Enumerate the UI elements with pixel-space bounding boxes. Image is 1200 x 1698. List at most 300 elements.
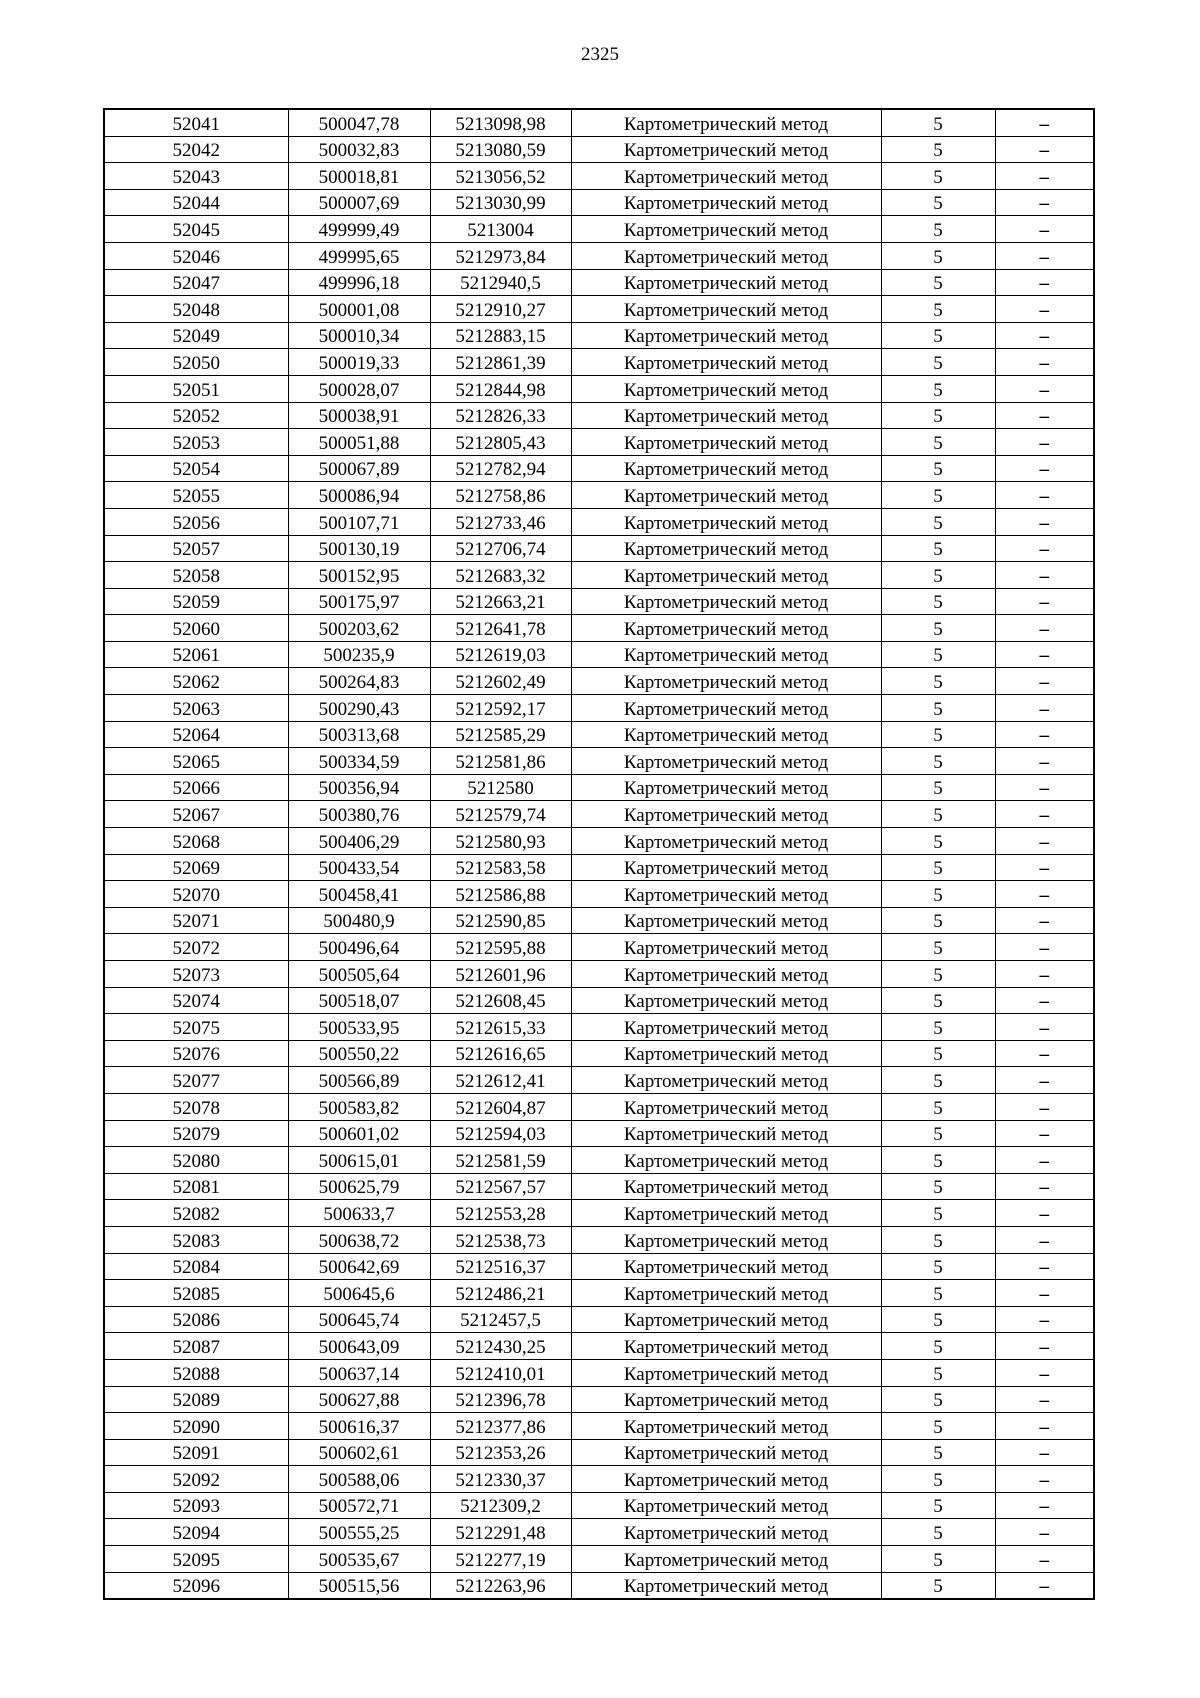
accuracy-cell: 5 [881,828,995,855]
y-coordinate-cell: 5212601,96 [430,961,571,988]
table-row [104,854,1094,881]
accuracy-cell: 5 [881,1519,995,1546]
description-cell: – [995,1173,1094,1200]
description-cell: – [995,1439,1094,1466]
accuracy-cell: 5 [881,455,995,482]
table-row [104,402,1094,429]
y-coordinate-cell: 5213030,99 [430,189,571,216]
description-cell: – [995,1466,1094,1493]
y-coordinate-cell: 5212663,21 [430,588,571,615]
method-cell: Картометрический метод [571,269,881,296]
table-row [104,429,1094,456]
accuracy-cell: 5 [881,1147,995,1174]
point-number-cell: 52074 [104,987,288,1014]
accuracy-cell: 5 [881,163,995,190]
description-cell: – [995,163,1094,190]
accuracy-cell: 5 [881,429,995,456]
accuracy-cell: 5 [881,748,995,775]
x-coordinate-cell: 500515,56 [288,1572,430,1599]
table-row [104,322,1094,349]
table-body [104,109,1094,1599]
method-cell: Картометрический метод [571,1519,881,1546]
x-coordinate-cell: 500458,41 [288,881,430,908]
method-cell: Картометрический метод [571,961,881,988]
description-cell: – [995,1572,1094,1599]
method-cell: Картометрический метод [571,482,881,509]
y-coordinate-cell: 5213098,98 [430,109,571,136]
y-coordinate-cell: 5212583,58 [430,854,571,881]
x-coordinate-cell: 500433,54 [288,854,430,881]
point-number-cell: 52052 [104,402,288,429]
y-coordinate-cell: 5212581,86 [430,748,571,775]
method-cell: Картометрический метод [571,774,881,801]
point-number-cell: 52046 [104,242,288,269]
point-number-cell: 52076 [104,1040,288,1067]
accuracy-cell: 5 [881,774,995,801]
point-number-cell: 52082 [104,1200,288,1227]
y-coordinate-cell: 5212604,87 [430,1093,571,1120]
point-number-cell: 52042 [104,136,288,163]
method-cell: Картометрический метод [571,136,881,163]
accuracy-cell: 5 [881,1014,995,1041]
x-coordinate-cell: 500175,97 [288,588,430,615]
point-number-cell: 52080 [104,1147,288,1174]
accuracy-cell: 5 [881,881,995,908]
table-row [104,1040,1094,1067]
y-coordinate-cell: 5212291,48 [430,1519,571,1546]
x-coordinate-cell: 500001,08 [288,296,430,323]
accuracy-cell: 5 [881,1280,995,1307]
description-cell: – [995,854,1094,881]
point-number-cell: 52084 [104,1253,288,1280]
table-row [104,615,1094,642]
table-row [104,1333,1094,1360]
point-number-cell: 52060 [104,615,288,642]
x-coordinate-cell: 500007,69 [288,189,430,216]
table-row [104,1359,1094,1386]
description-cell: – [995,748,1094,775]
point-number-cell: 52061 [104,641,288,668]
accuracy-cell: 5 [881,1492,995,1519]
method-cell: Картометрический метод [571,1546,881,1573]
table-row [104,1147,1094,1174]
table-row [104,189,1094,216]
description-cell: – [995,774,1094,801]
description-cell: – [995,1200,1094,1227]
x-coordinate-cell: 500533,95 [288,1014,430,1041]
accuracy-cell: 5 [881,562,995,589]
table-row [104,1120,1094,1147]
table-row [104,296,1094,323]
table-row [104,721,1094,748]
method-cell: Картометрический метод [571,508,881,535]
description-cell: – [995,1067,1094,1094]
y-coordinate-cell: 5212758,86 [430,482,571,509]
description-cell: – [995,136,1094,163]
y-coordinate-cell: 5212585,29 [430,721,571,748]
x-coordinate-cell: 500264,83 [288,668,430,695]
x-coordinate-cell: 500380,76 [288,801,430,828]
x-coordinate-cell: 499996,18 [288,269,430,296]
x-coordinate-cell: 500633,7 [288,1200,430,1227]
page-number: 2325 [581,44,619,65]
point-number-cell: 52054 [104,455,288,482]
description-cell: – [995,402,1094,429]
point-number-cell: 52087 [104,1333,288,1360]
method-cell: Картометрический метод [571,854,881,881]
y-coordinate-cell: 5212580,93 [430,828,571,855]
point-number-cell: 52065 [104,748,288,775]
accuracy-cell: 5 [881,296,995,323]
y-coordinate-cell: 5212353,26 [430,1439,571,1466]
point-number-cell: 52071 [104,907,288,934]
accuracy-cell: 5 [881,588,995,615]
table-row [104,1413,1094,1440]
description-cell: – [995,1413,1094,1440]
y-coordinate-cell: 5213004 [430,216,571,243]
accuracy-cell: 5 [881,615,995,642]
table-row [104,961,1094,988]
x-coordinate-cell: 500642,69 [288,1253,430,1280]
y-coordinate-cell: 5212430,25 [430,1333,571,1360]
point-number-cell: 52055 [104,482,288,509]
y-coordinate-cell: 5212595,88 [430,934,571,961]
method-cell: Картометрический метод [571,562,881,589]
accuracy-cell: 5 [881,961,995,988]
point-number-cell: 52077 [104,1067,288,1094]
y-coordinate-cell: 5212396,78 [430,1386,571,1413]
method-cell: Картометрический метод [571,1466,881,1493]
point-number-cell: 52091 [104,1439,288,1466]
x-coordinate-cell: 500555,25 [288,1519,430,1546]
table-row [104,269,1094,296]
description-cell: – [995,322,1094,349]
description-cell: – [995,455,1094,482]
point-number-cell: 52093 [104,1492,288,1519]
point-number-cell: 52056 [104,508,288,535]
accuracy-cell: 5 [881,1439,995,1466]
description-cell: – [995,189,1094,216]
point-number-cell: 52095 [104,1546,288,1573]
accuracy-cell: 5 [881,322,995,349]
x-coordinate-cell: 500480,9 [288,907,430,934]
accuracy-cell: 5 [881,721,995,748]
y-coordinate-cell: 5212782,94 [430,455,571,482]
y-coordinate-cell: 5212309,2 [430,1492,571,1519]
table-row [104,1014,1094,1041]
description-cell: – [995,375,1094,402]
description-cell: – [995,1386,1094,1413]
accuracy-cell: 5 [881,508,995,535]
method-cell: Картометрический метод [571,934,881,961]
point-number-cell: 52086 [104,1306,288,1333]
method-cell: Картометрический метод [571,1120,881,1147]
point-number-cell: 52063 [104,695,288,722]
point-number-cell: 52081 [104,1173,288,1200]
method-cell: Картометрический метод [571,801,881,828]
point-number-cell: 52047 [104,269,288,296]
y-coordinate-cell: 5213056,52 [430,163,571,190]
y-coordinate-cell: 5212516,37 [430,1253,571,1280]
y-coordinate-cell: 5212592,17 [430,695,571,722]
accuracy-cell: 5 [881,1572,995,1599]
point-number-cell: 52089 [104,1386,288,1413]
y-coordinate-cell: 5212883,15 [430,322,571,349]
x-coordinate-cell: 500566,89 [288,1067,430,1094]
table-row [104,1492,1094,1519]
table-row [104,1572,1094,1599]
description-cell: – [995,269,1094,296]
method-cell: Картометрический метод [571,1333,881,1360]
table-row [104,1253,1094,1280]
y-coordinate-cell: 5212844,98 [430,375,571,402]
y-coordinate-cell: 5212615,33 [430,1014,571,1041]
description-cell: – [995,482,1094,509]
method-cell: Картометрический метод [571,641,881,668]
point-number-cell: 52068 [104,828,288,855]
description-cell: – [995,562,1094,589]
x-coordinate-cell: 500290,43 [288,695,430,722]
method-cell: Картометрический метод [571,987,881,1014]
method-cell: Картометрический метод [571,163,881,190]
description-cell: – [995,1040,1094,1067]
x-coordinate-cell: 500550,22 [288,1040,430,1067]
x-coordinate-cell: 500583,82 [288,1093,430,1120]
accuracy-cell: 5 [881,375,995,402]
table-row [104,349,1094,376]
description-cell: – [995,1120,1094,1147]
y-coordinate-cell: 5212581,59 [430,1147,571,1174]
table-row [104,1200,1094,1227]
method-cell: Картометрический метод [571,1280,881,1307]
accuracy-cell: 5 [881,349,995,376]
point-number-cell: 52058 [104,562,288,589]
method-cell: Картометрический метод [571,189,881,216]
x-coordinate-cell: 500018,81 [288,163,430,190]
method-cell: Картометрический метод [571,1147,881,1174]
method-cell: Картометрический метод [571,1492,881,1519]
table-row [104,881,1094,908]
point-number-cell: 52079 [104,1120,288,1147]
description-cell: – [995,588,1094,615]
y-coordinate-cell: 5212277,19 [430,1546,571,1573]
accuracy-cell: 5 [881,1226,995,1253]
y-coordinate-cell: 5212586,88 [430,881,571,908]
method-cell: Картометрический метод [571,615,881,642]
table-row [104,828,1094,855]
accuracy-cell: 5 [881,482,995,509]
accuracy-cell: 5 [881,854,995,881]
table-row [104,242,1094,269]
x-coordinate-cell: 500010,34 [288,322,430,349]
accuracy-cell: 5 [881,934,995,961]
x-coordinate-cell: 499999,49 [288,216,430,243]
y-coordinate-cell: 5212861,39 [430,349,571,376]
y-coordinate-cell: 5213080,59 [430,136,571,163]
method-cell: Картометрический метод [571,1093,881,1120]
y-coordinate-cell: 5212579,74 [430,801,571,828]
method-cell: Картометрический метод [571,375,881,402]
description-cell: – [995,615,1094,642]
table-row [104,1067,1094,1094]
table-row [104,109,1094,136]
table-row [104,641,1094,668]
table-row [104,1386,1094,1413]
description-cell: – [995,828,1094,855]
x-coordinate-cell: 500203,62 [288,615,430,642]
x-coordinate-cell: 500047,78 [288,109,430,136]
accuracy-cell: 5 [881,1306,995,1333]
point-number-cell: 52053 [104,429,288,456]
method-cell: Картометрический метод [571,349,881,376]
accuracy-cell: 5 [881,1333,995,1360]
x-coordinate-cell: 500235,9 [288,641,430,668]
point-number-cell: 52041 [104,109,288,136]
description-cell: – [995,1359,1094,1386]
x-coordinate-cell: 500645,6 [288,1280,430,1307]
description-cell: – [995,429,1094,456]
point-number-cell: 52044 [104,189,288,216]
table-row [104,934,1094,961]
coordinates-table [103,108,1095,1600]
table-row [104,508,1094,535]
table-row [104,801,1094,828]
table-row [104,1173,1094,1200]
point-number-cell: 52062 [104,668,288,695]
accuracy-cell: 5 [881,1359,995,1386]
table-row [104,535,1094,562]
description-cell: – [995,695,1094,722]
description-cell: – [995,721,1094,748]
method-cell: Картометрический метод [571,907,881,934]
point-number-cell: 52094 [104,1519,288,1546]
x-coordinate-cell: 500086,94 [288,482,430,509]
point-number-cell: 52075 [104,1014,288,1041]
accuracy-cell: 5 [881,269,995,296]
y-coordinate-cell: 5212973,84 [430,242,571,269]
method-cell: Картометрический метод [571,1572,881,1599]
x-coordinate-cell: 500645,74 [288,1306,430,1333]
accuracy-cell: 5 [881,242,995,269]
y-coordinate-cell: 5212910,27 [430,296,571,323]
method-cell: Картометрический метод [571,1067,881,1094]
description-cell: – [995,1546,1094,1573]
description-cell: – [995,1519,1094,1546]
table-row [104,1226,1094,1253]
x-coordinate-cell: 500535,67 [288,1546,430,1573]
y-coordinate-cell: 5212590,85 [430,907,571,934]
point-number-cell: 52085 [104,1280,288,1307]
x-coordinate-cell: 500019,33 [288,349,430,376]
y-coordinate-cell: 5212805,43 [430,429,571,456]
description-cell: – [995,1333,1094,1360]
method-cell: Картометрический метод [571,1253,881,1280]
description-cell: – [995,1253,1094,1280]
table-row [104,668,1094,695]
method-cell: Картометрический метод [571,1226,881,1253]
x-coordinate-cell: 500406,29 [288,828,430,855]
x-coordinate-cell: 500334,59 [288,748,430,775]
accuracy-cell: 5 [881,987,995,1014]
description-cell: – [995,1280,1094,1307]
table-row [104,907,1094,934]
x-coordinate-cell: 500625,79 [288,1173,430,1200]
y-coordinate-cell: 5212263,96 [430,1572,571,1599]
description-cell: – [995,881,1094,908]
point-number-cell: 52064 [104,721,288,748]
y-coordinate-cell: 5212706,74 [430,535,571,562]
y-coordinate-cell: 5212619,03 [430,641,571,668]
table-row [104,455,1094,482]
accuracy-cell: 5 [881,1413,995,1440]
x-coordinate-cell: 500627,88 [288,1386,430,1413]
accuracy-cell: 5 [881,1253,995,1280]
description-cell: – [995,296,1094,323]
method-cell: Картометрический метод [571,588,881,615]
point-number-cell: 52078 [104,1093,288,1120]
table-row [104,774,1094,801]
y-coordinate-cell: 5212567,57 [430,1173,571,1200]
method-cell: Картометрический метод [571,1014,881,1041]
method-cell: Картометрический метод [571,828,881,855]
y-coordinate-cell: 5212486,21 [430,1280,571,1307]
y-coordinate-cell: 5212580 [430,774,571,801]
method-cell: Картометрический метод [571,1173,881,1200]
point-number-cell: 52045 [104,216,288,243]
y-coordinate-cell: 5212457,5 [430,1306,571,1333]
y-coordinate-cell: 5212377,86 [430,1413,571,1440]
point-number-cell: 52088 [104,1359,288,1386]
y-coordinate-cell: 5212330,37 [430,1466,571,1493]
method-cell: Картометрический метод [571,109,881,136]
accuracy-cell: 5 [881,1200,995,1227]
point-number-cell: 52050 [104,349,288,376]
y-coordinate-cell: 5212616,65 [430,1040,571,1067]
description-cell: – [995,641,1094,668]
point-number-cell: 52083 [104,1226,288,1253]
x-coordinate-cell: 500038,91 [288,402,430,429]
x-coordinate-cell: 500051,88 [288,429,430,456]
method-cell: Картометрический метод [571,1040,881,1067]
point-number-cell: 52051 [104,375,288,402]
x-coordinate-cell: 500601,02 [288,1120,430,1147]
accuracy-cell: 5 [881,907,995,934]
point-number-cell: 52090 [104,1413,288,1440]
description-cell: – [995,934,1094,961]
method-cell: Картометрический метод [571,1386,881,1413]
y-coordinate-cell: 5212826,33 [430,402,571,429]
method-cell: Картометрический метод [571,668,881,695]
accuracy-cell: 5 [881,136,995,163]
accuracy-cell: 5 [881,109,995,136]
description-cell: – [995,801,1094,828]
point-number-cell: 52072 [104,934,288,961]
description-cell: – [995,508,1094,535]
y-coordinate-cell: 5212538,73 [430,1226,571,1253]
point-number-cell: 52066 [104,774,288,801]
x-coordinate-cell: 500638,72 [288,1226,430,1253]
accuracy-cell: 5 [881,1067,995,1094]
accuracy-cell: 5 [881,641,995,668]
accuracy-cell: 5 [881,668,995,695]
table-row [104,562,1094,589]
x-coordinate-cell: 500616,37 [288,1413,430,1440]
description-cell: – [995,1093,1094,1120]
accuracy-cell: 5 [881,1386,995,1413]
y-coordinate-cell: 5212940,5 [430,269,571,296]
table-row [104,136,1094,163]
table-row [104,1280,1094,1307]
